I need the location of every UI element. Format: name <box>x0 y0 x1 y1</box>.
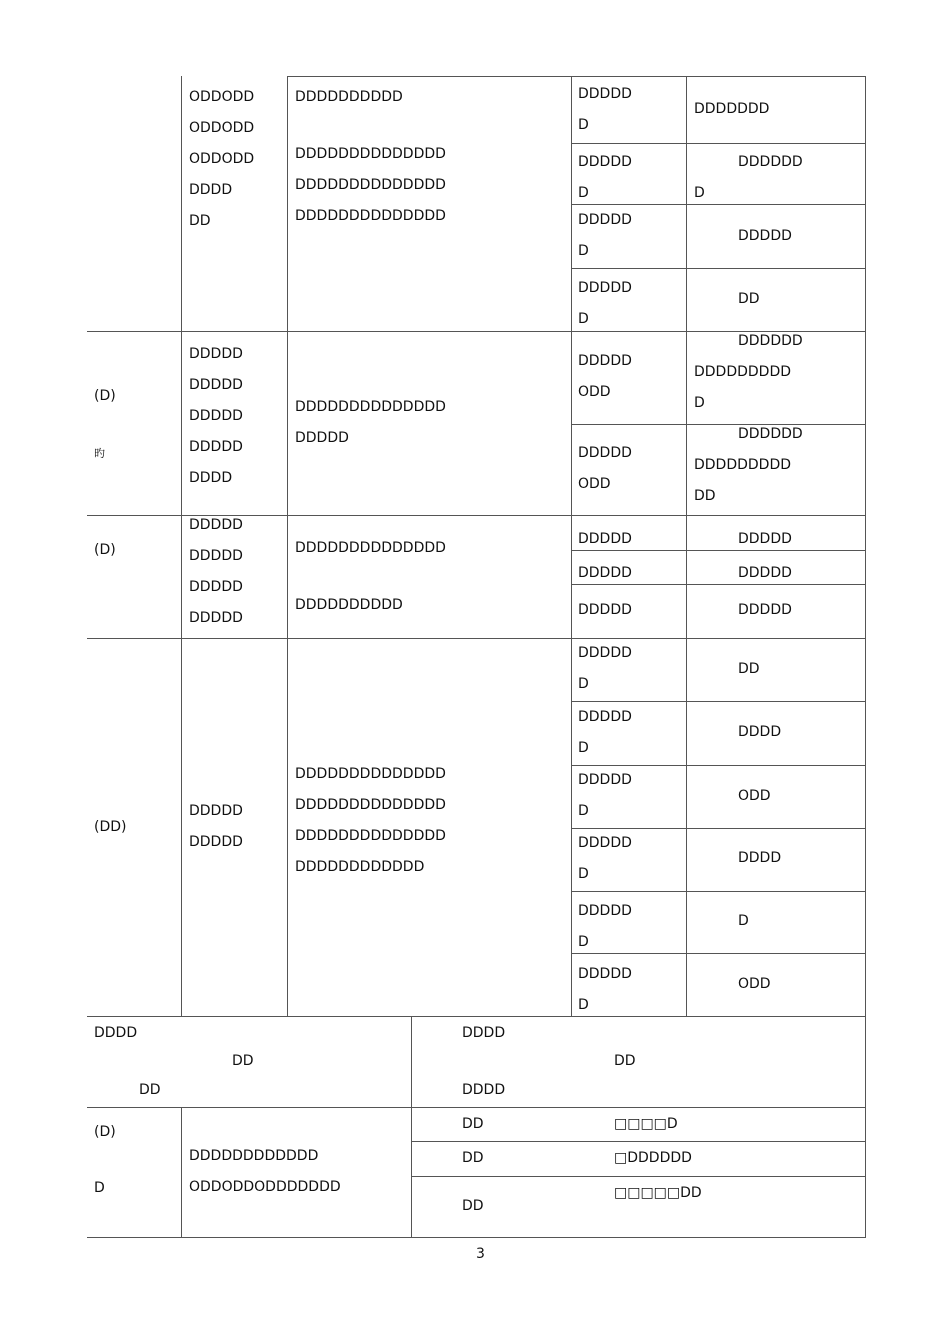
last-row-sub1-item: DD <box>462 1116 484 1132</box>
text-line: ODDODD <box>189 120 255 136</box>
text-line: ODDODD <box>189 151 255 167</box>
last-row-sub2-value: □DDDDDD <box>614 1150 692 1166</box>
last-row-sub2-item: DD <box>462 1150 484 1166</box>
row1-sub3-value: DDDDD <box>738 228 792 244</box>
row4-label: (DD) <box>94 819 127 835</box>
row3-sub3-value: DDDDD <box>738 602 792 618</box>
text-line: DDDDD <box>189 579 243 595</box>
row3-sub3-item: DDDDD <box>578 602 632 618</box>
text-line: DDDDD <box>578 353 632 369</box>
text-line: DD <box>189 213 211 229</box>
row2-description <box>295 392 446 454</box>
grid-line <box>287 76 866 77</box>
text-line: DDDDD <box>578 835 632 851</box>
text-line: DDDD <box>189 182 233 198</box>
grid-line <box>181 1107 182 1238</box>
text-line: D <box>578 866 589 882</box>
row4-sub1-value: DD <box>738 661 760 677</box>
row1-sub3-item <box>578 205 632 267</box>
text-line: DDDDD <box>189 610 243 626</box>
text-line: DDDDD <box>578 645 632 661</box>
row2-label-sub: 旳 <box>94 447 105 460</box>
signature-right-bottom: DDDD <box>462 1082 506 1098</box>
row4-sub6-value: ODD <box>738 976 771 992</box>
grid-line <box>87 1107 866 1108</box>
row2-label: (D) <box>94 388 116 404</box>
text-line: ODD <box>578 384 611 400</box>
text-line: ODD <box>578 476 611 492</box>
page-number: 3 <box>476 1246 485 1262</box>
text-line: D <box>694 395 705 411</box>
row1-sub4-value: DD <box>738 291 760 307</box>
grid-line <box>411 1141 866 1142</box>
text-line: ODDODDODDDDDDD <box>189 1179 341 1195</box>
text-line: D <box>578 803 589 819</box>
text-line: D <box>578 185 589 201</box>
grid-line <box>411 1016 412 1238</box>
row3-sub1-value: DDDDD <box>738 531 792 547</box>
grid-line <box>181 76 182 1017</box>
row3-sub2-item: DDDDD <box>578 565 632 581</box>
row3-label: (D) <box>94 542 116 558</box>
text-line: DDDDD <box>295 430 349 446</box>
row1-criteria <box>189 82 254 237</box>
text-line: D <box>578 243 589 259</box>
row4-sub3-item <box>578 765 632 827</box>
text-line: DDDDDDDDDDDDDD <box>295 766 446 782</box>
grid-line <box>287 76 288 1017</box>
text-line: D <box>578 997 589 1013</box>
grid-line <box>571 891 866 892</box>
text-line: DD <box>694 488 716 504</box>
text-line: DDDDD <box>578 280 632 296</box>
text-line: DDDDD <box>189 517 243 533</box>
spacer <box>295 113 446 139</box>
text-line: ODDODD <box>189 89 255 105</box>
row1-sub2-value-cont: D <box>694 185 705 201</box>
text-line: DDDDD <box>578 772 632 788</box>
row4-sub2-value: DDDD <box>738 724 782 740</box>
row1-sub1-value: DDDDDDD <box>694 101 770 117</box>
text-line: DDDDDDDDDDDDDD <box>295 797 446 813</box>
text-line: DDDDD <box>189 548 243 564</box>
text-line: DDDDDDDDDDDD <box>189 1148 319 1164</box>
row4-sub1-item <box>578 638 632 700</box>
row1-sub4-item <box>578 273 632 335</box>
text-line: DDDDD <box>578 709 632 725</box>
row2-sub1-value-cont <box>694 357 791 419</box>
text-line: DDDDD <box>578 86 632 102</box>
text-line: DDDDD <box>578 154 632 170</box>
row3-description-2: DDDDDDDDDD <box>295 597 403 613</box>
row3-description-1: DDDDDDDDDDDDDD <box>295 540 446 556</box>
text-line: DDDDD <box>578 445 632 461</box>
grid-line <box>571 424 866 425</box>
row1-sub2-value: DDDDDD <box>738 154 803 170</box>
text-line: D <box>578 676 589 692</box>
row3-criteria <box>189 510 243 634</box>
text-line: DDDDDDDDD <box>694 364 792 380</box>
signature-label-top: DDDD <box>94 1025 138 1041</box>
text-line: DDDDD <box>578 903 632 919</box>
row3-sub2-value: DDDDD <box>738 565 792 581</box>
last-row-sub3-item: DD <box>462 1198 484 1214</box>
last-row-sub1-value: □□□□D <box>614 1116 678 1132</box>
text-line: D <box>578 117 589 133</box>
text-line: DDDDD <box>189 803 243 819</box>
text-line: DDDDD <box>189 439 243 455</box>
last-row-label-sub: D <box>94 1180 105 1196</box>
last-row-criteria <box>189 1141 341 1203</box>
grid-line <box>87 638 866 639</box>
row2-sub2-value-cont <box>694 450 791 512</box>
row1-sub1-item <box>578 79 632 141</box>
grid-line <box>411 1176 866 1177</box>
row2-sub2-item <box>578 438 632 500</box>
signature-label-bottom: DD <box>139 1082 161 1098</box>
grid-line <box>865 76 866 1238</box>
row4-sub4-item <box>578 828 632 890</box>
text-line: DDDDDDDDDDDDDD <box>295 399 446 415</box>
row4-sub5-item <box>578 896 632 958</box>
text-line: DDDDD <box>189 346 243 362</box>
text-line: DDDDDDDDDDDDDD <box>295 208 446 224</box>
row4-criteria <box>189 796 243 858</box>
signature-right-top: DDDD <box>462 1025 506 1041</box>
text-line: DDDD <box>189 470 233 486</box>
row3-sub1-item: DDDDD <box>578 531 632 547</box>
row1-description <box>295 82 446 232</box>
row2-sub1-value: DDDDDD <box>738 333 803 349</box>
row4-description <box>295 759 446 883</box>
grid-line <box>87 1237 866 1238</box>
row2-criteria <box>189 339 243 494</box>
text-line: DDDDDDDDDDDD <box>295 859 425 875</box>
last-row-label: (D) <box>94 1124 116 1140</box>
grid-line <box>686 76 687 1017</box>
row1-sub2-item <box>578 147 632 209</box>
row4-sub5-value: D <box>738 913 749 929</box>
row4-sub2-item <box>578 702 632 764</box>
grid-line <box>571 143 866 144</box>
row4-sub6-item <box>578 959 632 1021</box>
grid-line <box>571 76 572 1017</box>
text-line: DDDDD <box>189 377 243 393</box>
text-line: DDDDD <box>189 408 243 424</box>
grid-line <box>87 1016 866 1017</box>
text-line: DDDDDDDDD <box>694 457 792 473</box>
text-line: DDDDD <box>578 212 632 228</box>
grid-line <box>571 268 866 269</box>
row4-sub3-value: ODD <box>738 788 771 804</box>
text-line: DDDDD <box>189 834 243 850</box>
text-line: D <box>578 934 589 950</box>
text-line: DDDDDDDDDDDDDD <box>295 177 446 193</box>
text-line: DDDDD <box>578 966 632 982</box>
text-line: DDDDDDDDDDDDDD <box>295 146 446 162</box>
signature-right-mid: DD <box>614 1053 636 1069</box>
signature-middle: DD <box>232 1053 254 1069</box>
text-line: D <box>578 311 589 327</box>
row2-sub1-item <box>578 346 632 408</box>
last-row-sub3-value: □□□□□DD <box>614 1185 702 1201</box>
text-line: DDDDDDDDDDDDDD <box>295 828 446 844</box>
row4-sub4-value: DDDD <box>738 850 782 866</box>
text-line: DDDDDDDDDD <box>295 89 403 105</box>
text-line: D <box>578 740 589 756</box>
row2-sub2-value: DDDDDD <box>738 426 803 442</box>
